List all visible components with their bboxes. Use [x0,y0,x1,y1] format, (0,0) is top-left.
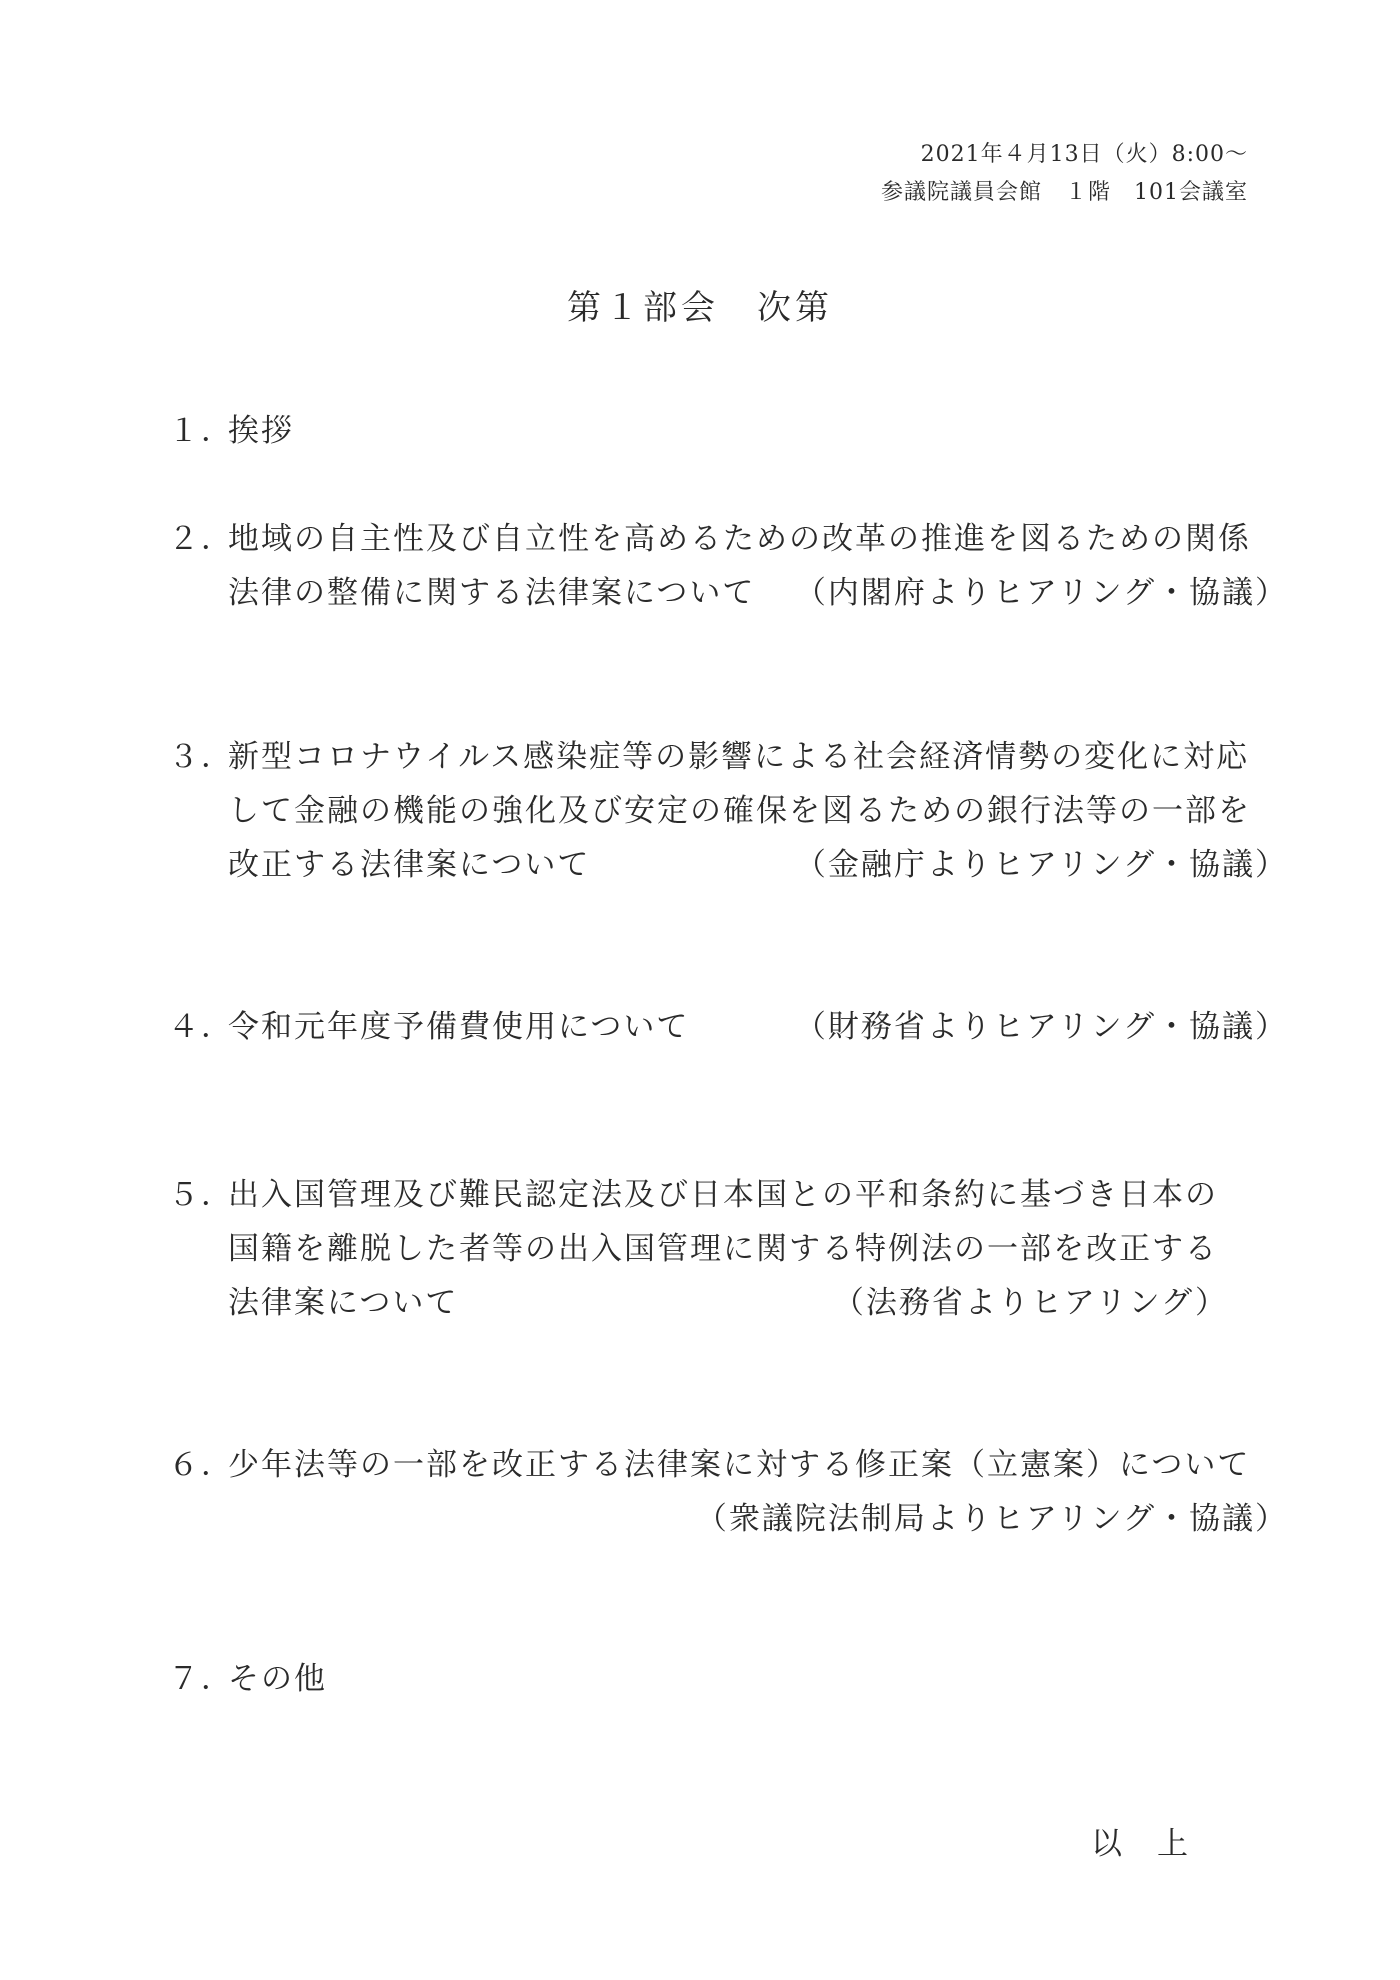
agenda-item-1 [168,404,1288,458]
agenda-item-text: 法律案について [228,1285,459,1321]
agenda-item-7 [168,1652,1288,1706]
agenda-item-4 [168,1000,1288,1054]
agenda-item-3 [168,730,1288,892]
agenda-item-6 [168,1438,1288,1546]
agenda-item-text: 改正する法律案について [228,847,591,883]
agenda-item-text: して金融の機能の強化及び安定の確保を図るための銀行法等の一部を [228,793,1251,829]
agenda-item-note: （法務省よりヒアリング） [832,1285,1228,1321]
meeting-info [881,136,1248,212]
agenda-item-number: １． [168,413,234,449]
agenda-item-text: 国籍を離脱した者等の出入国管理に関する特例法の一部を改正する [228,1231,1218,1267]
agenda-item-text: 法律の整備に関する法律案について [228,575,756,611]
agenda-item-number: ６． [168,1447,234,1483]
page-title: 第１部会 次第 [567,288,833,328]
agenda-item-note: （衆議院法制局よりヒアリング・協議） [695,1501,1288,1537]
agenda-item-number: ５． [168,1177,234,1213]
agenda-item-number: ７． [168,1661,234,1697]
agenda-item-5 [168,1168,1228,1330]
agenda-item-text: 少年法等の一部を改正する法律案に対する修正案（立憲案）について [228,1447,1251,1483]
agenda-item-number: ２． [168,521,234,557]
agenda-item-note: （財務省よりヒアリング・協議） [794,1009,1288,1045]
closing-mark: 以 上 [1091,1826,1190,1862]
agenda-item-text: その他 [228,1661,327,1697]
meeting-date-time: 2021年４月13日（火）8:00～ [920,142,1248,167]
agenda-item-number: ３． [168,739,234,775]
agenda-item-text: 地域の自主性及び自立性を高めるための改革の推進を図るための関係 [228,521,1251,557]
meeting-location: 参議院議員会館 １階 101会議室 [881,180,1248,205]
agenda-item-text: 出入国管理及び難民認定法及び日本国との平和条約に基づき日本の [228,1177,1218,1213]
agenda-item-note: （金融庁よりヒアリング・協議） [794,847,1288,883]
agenda-item-text: 令和元年度予備費使用について [228,1009,690,1045]
agenda-item-number: ４． [168,1009,234,1045]
agenda-item-note: （内閣府よりヒアリング・協議） [794,575,1288,611]
agenda-item-2 [168,512,1288,620]
agenda-item-text: 挨拶 [228,413,294,449]
agenda-item-text: 新型コロナウイルス感染症等の影響による社会経済情勢の変化に対応 [228,739,1250,775]
